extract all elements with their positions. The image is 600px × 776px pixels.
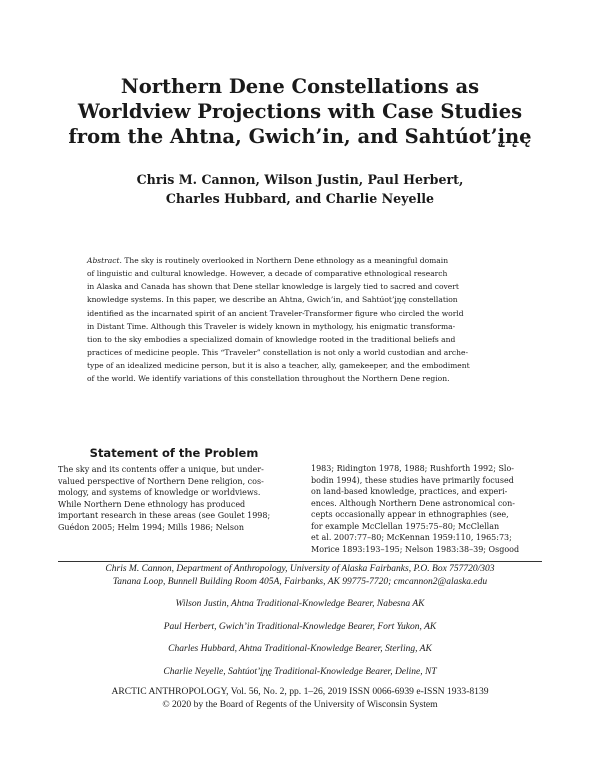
- body-line: on land-based knowledge, practices, and experi-: [311, 487, 508, 497]
- title-line: from the Ahtna, Gwich’in, and Sahtúot’į̨n̨ę: [68, 125, 532, 148]
- author-line: Chris M. Cannon, Wilson Justin, Paul Herbert,: [136, 172, 464, 187]
- abstract-label: Abstract.: [87, 256, 122, 265]
- abstract-line: in Distant Time. Although this Traveler is widely known in mythology, his enigmatic transforma-: [87, 321, 456, 331]
- author-list: [60, 170, 540, 208]
- affiliation-hubbard: Charles Hubbard, Ahtna Traditional-Knowledge Bearer, Sterling, AK: [168, 644, 432, 654]
- body-line: mology, and systems of knowledge or worldviews.: [58, 488, 261, 498]
- body-line: bodin 1994), these studies have primarily focused: [311, 475, 514, 485]
- abstract-line: of linguistic and cultural knowledge. However, a decade of comparative ethnological research: [87, 269, 448, 279]
- body-line: et al. 2007:77–80; McKennan 1959:110, 1965:73;: [311, 533, 512, 543]
- abstract-line: in Alaska and Canada has shown that Dene stellar knowledge is largely tied to sacred and covert: [87, 282, 459, 292]
- abstract-line: identified as the incarnated spirit of an ancient Traveler-Transformer figure who circled the world: [87, 308, 464, 318]
- author-line: Charles Hubbard, and Charlie Neyelle: [165, 191, 435, 206]
- abstract-line-text: The sky is routinely overlooked in Northern Dene ethnology as a meaningful domain: [124, 256, 449, 265]
- journal-citation: [40, 686, 560, 711]
- body-line: important research in these areas (see Goulet 1998;: [58, 511, 271, 521]
- body-line: valued perspective of Northern Dene religion, cos-: [58, 476, 264, 486]
- affiliation-justin: Wilson Justin, Ahtna Traditional-Knowledge Bearer, Nabesna AK: [175, 599, 425, 609]
- affiliation-neyelle: Charlie Neyelle, Sahtúot’į̨n̨ę Traditional-Knowledge Bearer, Deline, NT: [163, 666, 437, 677]
- affiliation-herbert: Paul Herbert, Gwich’in Traditional-Knowledge Bearer, Fort Yukon, AK: [163, 621, 437, 632]
- affiliation-cannon: [50, 563, 550, 588]
- footnote-divider: [58, 561, 542, 562]
- body-line: for example McClellan 1975:75–80; McClellan: [311, 521, 500, 531]
- body-line: cepts occasionally appear in ethnographies (see,: [311, 510, 509, 520]
- abstract-line: tion to the sky embodies a specialized domain of knowledge rooted in the traditional beliefs and: [87, 334, 456, 344]
- body-column-right: [311, 463, 543, 555]
- abstract-line: practices of medicine people. This “Traveler” constellation is not only a world custodian and arche-: [87, 348, 469, 358]
- author-affiliations: [50, 563, 550, 678]
- body-line: ences. Although Northern Dene astronomical con-: [311, 498, 515, 508]
- abstract-line: knowledge systems. In this paper, we describe an Ahtna, Gwich’in, and Sahtúot’į̨n̨ę constellation: [87, 295, 458, 305]
- body-line: While Northern Dene ethnology has produced: [58, 499, 246, 509]
- title-line: Worldview Projections with Case Studies: [77, 100, 523, 123]
- section-heading: Statement of the Problem: [89, 446, 259, 460]
- body-line: Guédon 2005; Helm 1994; Mills 1986; Nelson: [58, 522, 244, 532]
- body-line: 1983; Ridington 1978, 1988; Rushforth 1992; Slo-: [311, 464, 515, 473]
- copyright-line: © 2020 by the Board of Regents of the University of Wisconsin System: [162, 698, 438, 710]
- abstract: [87, 254, 517, 386]
- abstract-line: [87, 254, 517, 267]
- body-line: The sky and its contents offer a unique, but under-: [58, 465, 264, 474]
- body-line: Morice 1893:193–195; Nelson 1983:38–39; Osgood: [311, 544, 520, 554]
- affiliation-line: Tanana Loop, Bunnell Building Room 405A, Fairbanks, AK 99775-7720; cmcannon2@alaska.edu: [112, 576, 488, 587]
- citation-line: ARCTIC ANTHROPOLOGY, Vol. 56, No. 2, pp. 1–26, 2019 ISSN 0066-6939 e-ISSN 1933-8139: [111, 686, 489, 697]
- affiliation-line: Chris M. Cannon, Department of Anthropology, University of Alaska Fairbanks, P.O. Box 757720/303: [105, 564, 495, 574]
- abstract-line: type of an idealized medicine person, but it is also a teacher, ally, gamekeeper, and the embodiment: [87, 361, 470, 371]
- title-line: Northern Dene Constellations as: [120, 75, 480, 98]
- abstract-line: of the world. We identify variations of this constellation throughout the Northern Dene region.: [87, 374, 450, 384]
- body-column-left: [58, 446, 290, 533]
- article-title: [40, 74, 560, 149]
